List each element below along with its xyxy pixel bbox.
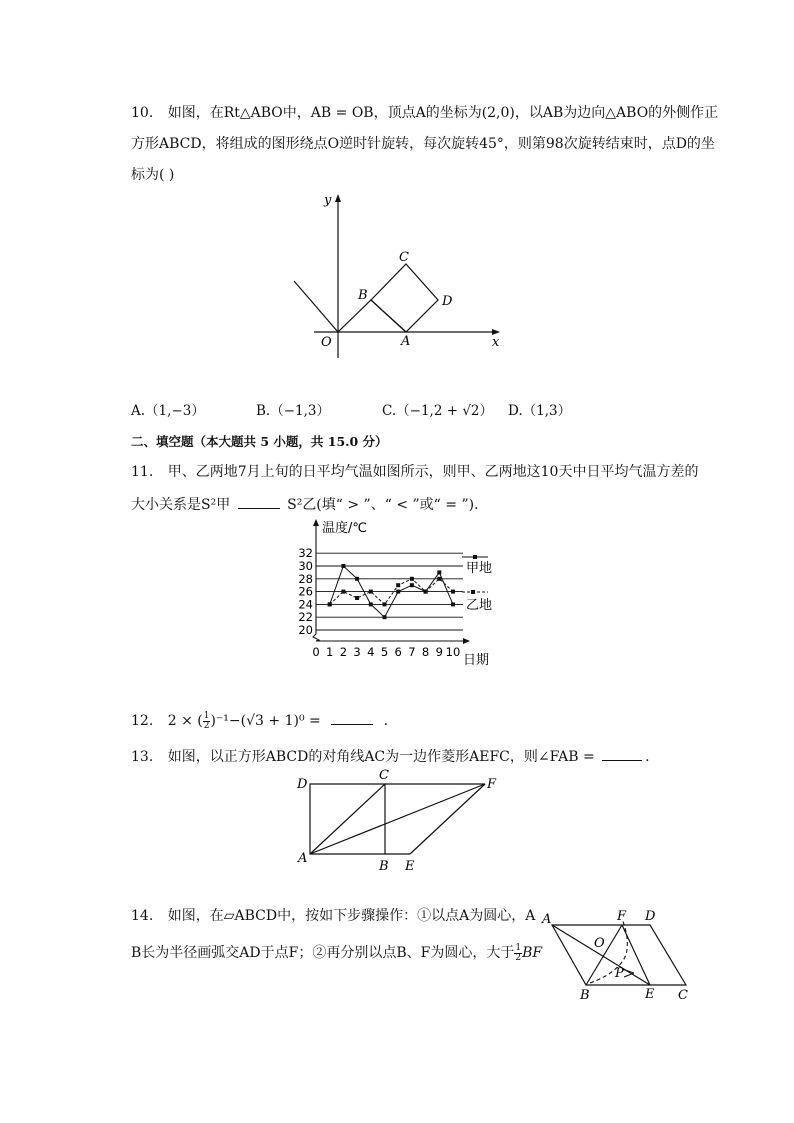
chart-xtick-label: 7 [408, 645, 416, 659]
label-A: A [401, 334, 411, 349]
q11-text2b: S²乙(填“ > ”、“ < ”或“ = ”)． [287, 497, 489, 513]
legend-jia-marker [473, 555, 477, 559]
label-O: O [321, 335, 332, 350]
q14-line2 [131, 943, 542, 963]
chart-xtick-label: 0 [312, 645, 320, 659]
label-B: B [379, 859, 389, 874]
chart-ylabel: 温度/℃ [322, 521, 367, 536]
q12-answer-blank[interactable] [331, 710, 373, 725]
series-yi-point [369, 590, 373, 594]
label-x: x [492, 335, 500, 350]
series-jia-point [383, 615, 387, 619]
legend-jia-label: 甲地 [466, 561, 493, 576]
q13-answer-blank[interactable] [602, 746, 642, 761]
chart-xtick-label: 6 [394, 645, 402, 659]
label-B: B [358, 288, 368, 303]
q11-number: 11. [131, 464, 154, 480]
legend-yi-label: 乙地 [466, 598, 493, 613]
q12-frac-num: 1 [203, 710, 210, 721]
chart-ytick-label: 32 [298, 546, 313, 561]
q10-line3: 标为( ) [131, 167, 175, 183]
segment-AE [552, 925, 650, 985]
q14-text1: 如图，在▱ABCD中，按如下步骤操作：①以点A为圆心，A [167, 908, 536, 924]
label-E: E [645, 987, 655, 1002]
q11-answer-blank[interactable] [238, 494, 280, 509]
q14-text2a: B长为半径画弧交AD于点F；②再分别以点B、F为圆心，大于 [131, 945, 515, 961]
series-jia-point [341, 564, 345, 568]
series-yi-point [355, 596, 359, 600]
series-yi-point [424, 590, 428, 594]
q11-line2 [131, 494, 488, 515]
q12-text-b: )⁻¹−(√3 + 1)⁰ = [210, 713, 321, 729]
q10-figure [280, 190, 510, 360]
series-yi-point [328, 602, 332, 606]
label-E: E [405, 859, 415, 874]
y-arrow [335, 194, 341, 202]
label-y: y [324, 193, 332, 208]
chart-xlabel: 日期 [463, 653, 490, 668]
label-O: O [594, 936, 605, 951]
q10-line1 [131, 103, 718, 123]
q14-number: 14. [131, 908, 154, 924]
chart-ytick-label: 26 [298, 584, 313, 599]
q14-frac-den: 2 [515, 952, 522, 963]
q13-text-b: . [645, 749, 650, 765]
q12-text-c: . [383, 713, 389, 729]
series-jia-point [355, 577, 359, 581]
label-B: B [580, 988, 590, 1003]
chart-xtick-label: 4 [367, 645, 375, 659]
series-jia-point [437, 570, 441, 574]
diagonal-AF [310, 784, 485, 854]
label-A: A [298, 851, 308, 866]
label-D: D [297, 777, 308, 792]
diagonal-AC [310, 784, 385, 854]
segment-EF [410, 784, 485, 854]
legend-yi-marker [471, 590, 475, 594]
q13-text-a: 如图，以正方形ABCD的对角线AC为一边作菱形AEFC，则∠FAB = [167, 749, 595, 765]
series-jia-point [451, 602, 455, 606]
series-yi-point [383, 602, 387, 606]
rotated-ray [294, 281, 338, 332]
chart-ytick-label: 20 [298, 623, 313, 637]
q14-text2b: BF [522, 945, 543, 961]
square-ABCD [371, 264, 438, 332]
series-yi-point [451, 590, 455, 594]
q14-figure [538, 905, 698, 1005]
chart-ytick-label: 22 [298, 610, 313, 625]
q11-chart [290, 516, 510, 670]
series-jia-point [369, 602, 373, 606]
q10-option-b: B.（−1,3） [256, 403, 330, 419]
chart-y-arrow [313, 519, 319, 526]
series-yi-point [396, 583, 400, 587]
chart-x-arrow [463, 638, 470, 644]
label-D: D [442, 294, 453, 309]
q12-line [131, 710, 388, 731]
q13-number: 13. [131, 749, 154, 765]
q12-text-a: 2 × ( [167, 713, 203, 729]
series-yi-point [437, 577, 441, 581]
chart-xtick-label: 8 [421, 645, 430, 659]
chart-xtick-label: 3 [353, 645, 361, 659]
q10-option-a: A.（1,−3） [131, 403, 205, 419]
label-A: A [542, 912, 552, 927]
chart-xtick-label: 10 [445, 645, 461, 659]
q10-option-c: C.（−1,2 + √2） [382, 403, 494, 419]
q12-frac-den: 2 [203, 720, 210, 731]
q13-figure [290, 768, 505, 874]
chart-axis-break [313, 634, 319, 641]
label-D: D [645, 909, 656, 924]
series-yi-point [410, 577, 414, 581]
q14-frac-num: 1 [515, 942, 522, 953]
label-C: C [399, 250, 409, 265]
chart-xtick-label: 1 [326, 645, 334, 659]
q11-text1: 甲、乙两地7月上旬的日平均气温如图所示，则甲、乙两地这10天中日平均气温方差的 [167, 464, 699, 480]
q12-number: 12. [131, 713, 154, 729]
q10-line2: 方形ABCD，将组成的图形绕点O逆时针旋转，每次旋转45°，则第98次旋转结束时，点D的坐 [131, 136, 715, 152]
q14-line1 [131, 906, 535, 926]
q11-line1 [131, 462, 698, 482]
series-jia-point [396, 590, 400, 594]
label-F: F [617, 909, 627, 924]
chart-ytick-label: 30 [298, 559, 313, 573]
chart-xtick-label: 9 [435, 645, 443, 659]
label-P: P [615, 966, 624, 981]
q14-fraction [514, 944, 522, 963]
series-yi-point [341, 590, 345, 594]
q10-number: 10. [131, 105, 154, 121]
q10-option-d: D.（1,3） [508, 403, 572, 419]
q13-line [131, 746, 650, 767]
series-jia-point [410, 583, 414, 587]
q11-text2a: 大小关系是S²甲 [131, 497, 231, 513]
label-C: C [678, 988, 688, 1003]
label-C: C [379, 768, 389, 783]
label-F: F [487, 777, 497, 792]
triangle-ABO [338, 300, 406, 332]
section2-title: 二、填空题（本大题共 5 小题，共 15.0 分） [131, 434, 388, 449]
chart-xtick-label: 2 [339, 645, 348, 659]
chart-ytick-label: 24 [298, 597, 313, 612]
arc-marks [622, 969, 634, 977]
chart-xtick-label: 5 [380, 645, 389, 659]
chart-ytick-label: 28 [298, 571, 313, 586]
q10-text1: 如图，在Rt△ABO中，AB = OB，顶点A的坐标为(2,0)，以AB为边向△ABO的外侧作正 [167, 105, 719, 121]
